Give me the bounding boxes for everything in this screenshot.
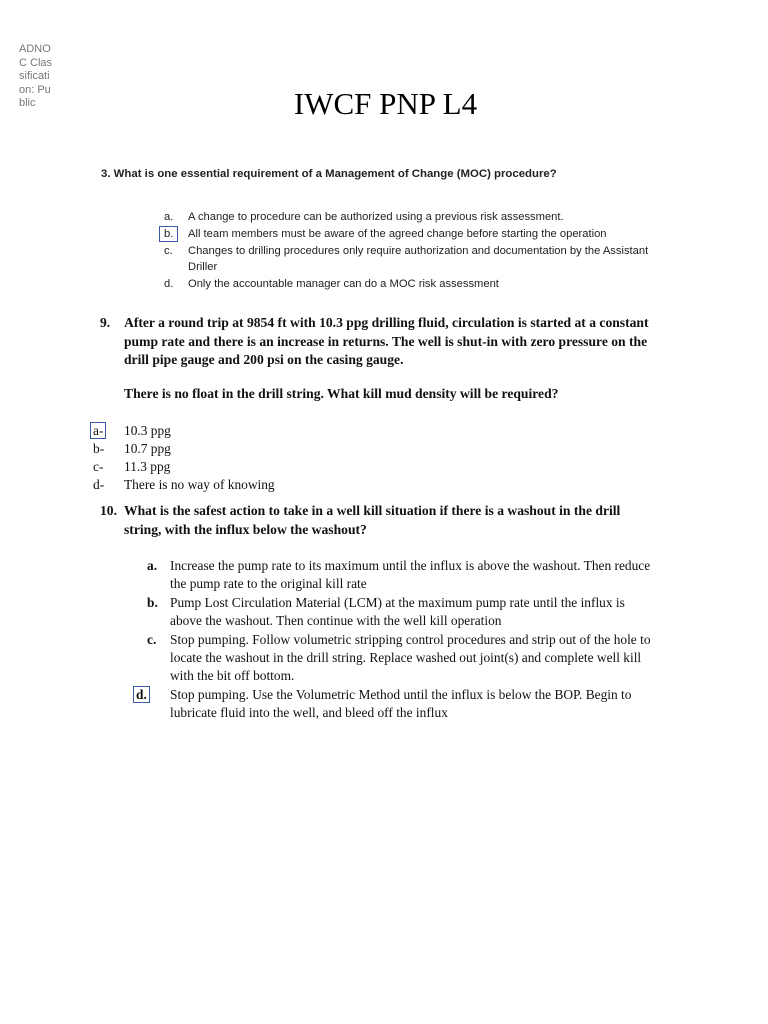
option-letter [147, 631, 170, 686]
question-10-text: What is the safest action to take in a well kill situation if there is a washout in the drill string, with the influx below the washout? [124, 503, 621, 537]
question-9 [93, 314, 660, 494]
option-text: There is no way of knowing [124, 477, 275, 493]
option-letter-text: b- [93, 440, 105, 456]
option-letter-text: d. [164, 278, 174, 291]
option-text: 11.3 ppg [124, 458, 171, 474]
option-letter [147, 594, 170, 631]
option-letter-text: a. [147, 558, 158, 573]
question-3 [101, 168, 661, 293]
option-letter [164, 209, 188, 226]
question-10-options [136, 557, 660, 723]
question-3-text: 3. What is one essential requirement of a Management of Change (MOC) procedure? [101, 168, 557, 180]
option-letter-text: b. [147, 594, 158, 610]
option-letter [164, 243, 188, 277]
question-3-options [164, 209, 661, 293]
question-10-option-c [147, 631, 660, 686]
question-9-option-a [93, 422, 660, 440]
option-letter-text: d- [93, 477, 105, 493]
option-text: All team members must be aware of the agreed change before starting the operation [188, 227, 607, 240]
option-letter [164, 276, 188, 293]
option-text: Pump Lost Circulation Material (LCM) at the maximum pump rate until the influx is above the washout. Then continue with the well kill operation [170, 594, 625, 629]
option-letter [93, 476, 124, 494]
question-9-text: After a round trip at 9854 ft with 10.3 ppg drilling fluid, circulation is started at a constant pump rate and there is an increase in returns. The well is shut-in with zero pressure on the drill pipe gauge and 200 psi on the casing gauge. [124, 315, 649, 367]
selected-answer-box: a- [90, 422, 106, 439]
option-letter-text: c. [164, 244, 173, 257]
question-9-option-c [93, 458, 660, 476]
selected-answer-box: d. [133, 686, 150, 703]
question-10-option-d [136, 686, 660, 723]
option-letter [136, 686, 170, 723]
question-9-header [100, 314, 660, 370]
question-9-options [93, 422, 660, 495]
selected-answer-box: b. [159, 226, 178, 242]
option-letter [93, 422, 124, 440]
option-letter-text: a. [164, 211, 174, 223]
option-letter [93, 458, 124, 476]
question-3-option-d [164, 276, 661, 293]
question-3-option-b [164, 226, 661, 243]
classification-label: ADNOC Classification: Public [19, 43, 53, 109]
option-text: A change to procedure can be authorized using a previous risk assessment. [188, 211, 564, 223]
option-letter [147, 557, 170, 594]
question-number: 10. [100, 503, 117, 518]
option-letter [93, 440, 124, 458]
page-title: IWCF PNP L4 [293, 86, 478, 121]
option-text: 10.3 ppg [124, 422, 171, 438]
question-3-option-c [164, 243, 661, 277]
option-text: 10.7 ppg [124, 440, 171, 456]
question-10-header [100, 502, 660, 539]
option-text: Changes to drilling procedures only require authorization and documentation by the Assistant Driller [188, 244, 649, 274]
question-10-option-a [147, 557, 660, 594]
question-10-option-b [147, 594, 660, 631]
option-text: Stop pumping. Follow volumetric stripping control procedures and strip out of the hole to locate the washout in the drill string. Replace washed out joint(s) and complete well kill with the bit off bottom. [170, 631, 651, 684]
option-letter-text: c- [93, 458, 104, 474]
option-text: Stop pumping. Use the Volumetric Method until the influx is below the BOP. Begin to lubricate fluid into the well, and bleed off the influx [170, 686, 632, 721]
option-letter-text: c. [147, 631, 157, 647]
option-text: Increase the pump rate to its maximum until the influx is above the washout. Then reduce the pump rate to the original kill rate [170, 558, 651, 592]
question-9-option-b [93, 440, 660, 458]
question-10 [100, 502, 660, 723]
question-9-subquestion: There is no float in the drill string. What kill mud density will be required? [124, 385, 559, 401]
option-text: Only the accountable manager can do a MOC risk assessment [188, 278, 499, 291]
question-3-option-a [164, 209, 661, 226]
question-number: 9. [100, 315, 111, 330]
option-letter [164, 226, 188, 243]
question-9-option-d [93, 476, 660, 494]
